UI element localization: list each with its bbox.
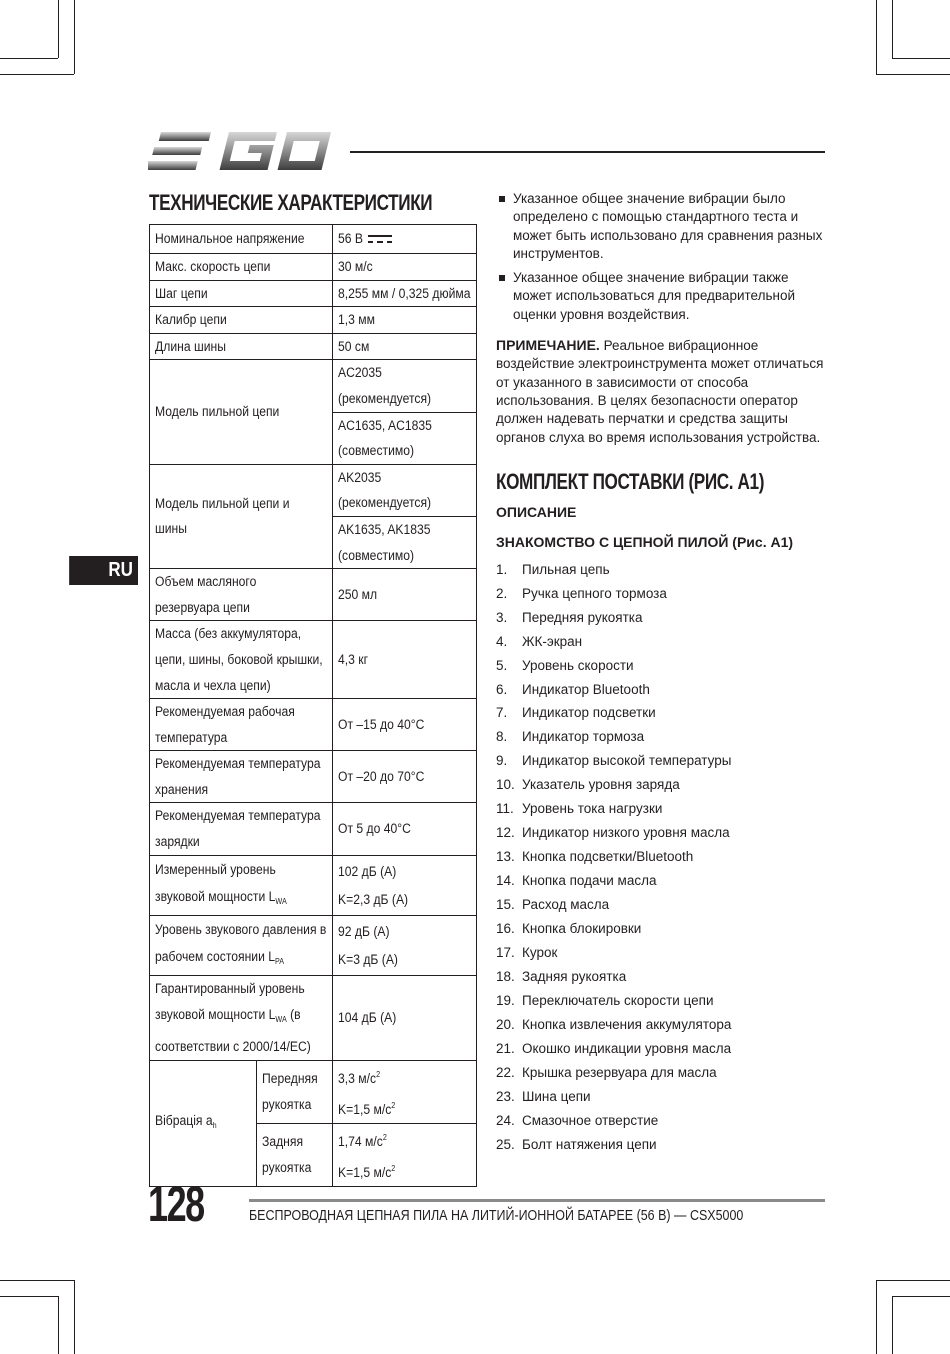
crop-mark bbox=[58, 1296, 59, 1354]
crop-mark bbox=[876, 74, 950, 75]
table-row: AC1635, AC1835 (совместимо) bbox=[150, 412, 477, 464]
dc-symbol-icon bbox=[368, 234, 392, 244]
list-item bbox=[496, 1109, 831, 1133]
list-item-number: 12. bbox=[496, 825, 515, 841]
list-item-label: Индикатор Bluetooth bbox=[522, 681, 650, 697]
crop-mark bbox=[892, 0, 893, 58]
list-item-label: ЖК-экран bbox=[522, 633, 583, 649]
table-row: AK1635, AK1835 (совместимо) bbox=[150, 516, 477, 568]
table-row: Масса (без аккумулятора, цепи, шины, боковой крышки, масла и чехла цепи) 4,3 кг bbox=[150, 621, 477, 699]
list-item bbox=[496, 941, 831, 965]
crop-mark bbox=[876, 1280, 950, 1281]
list-item-label: Кнопка извлечения аккумулятора bbox=[522, 1016, 732, 1032]
table-row: Объем масляного резервуара цепи 250 мл bbox=[150, 569, 477, 621]
table-row: Модель пильной цепи AC2035 (рекомендуется) bbox=[150, 360, 477, 412]
list-item-number: 16. bbox=[496, 921, 515, 937]
list-item-label: Переключатель скорости цепи bbox=[522, 992, 714, 1008]
list-item-label: Задняя рукоятка bbox=[522, 968, 627, 984]
list-item bbox=[496, 845, 831, 869]
list-item bbox=[496, 1013, 831, 1037]
list-item bbox=[496, 821, 831, 845]
crop-mark bbox=[0, 1280, 74, 1281]
list-item-number: 2. bbox=[496, 585, 508, 601]
list-item bbox=[496, 965, 831, 989]
list-item-label: Окошко индикации уровня масла bbox=[522, 1040, 732, 1056]
footer-rule bbox=[249, 1199, 825, 1202]
list-item bbox=[496, 893, 831, 917]
bullet-square-icon bbox=[499, 196, 505, 202]
list-item-number: 13. bbox=[496, 849, 515, 865]
list-item-label: Курок bbox=[522, 945, 558, 960]
note-paragraph: ПРИМЕЧАНИЕ. Реальное вибрационное воздействие электроинструмента может отличаться от указанного в зависимости от способа использования. В целях безопасности оператор должен надевать перчатки и средства защиты органов слуха во время использования устройства. bbox=[496, 337, 824, 445]
table-row: Макс. скорость цепи 30 м/с bbox=[150, 254, 477, 281]
list-item-label: Расход масла bbox=[522, 897, 610, 913]
table-row: Рекомендуемая рабочая температура От –15 до 40°C bbox=[150, 699, 477, 751]
crop-mark bbox=[74, 1280, 75, 1354]
list-item bbox=[496, 701, 831, 725]
table-row: Гарантированный уровень звуковой мощности $L_{WA}$ (в соответствии с 2000/14/EC) 104 дБ (A) bbox=[150, 975, 477, 1061]
list-item bbox=[496, 630, 831, 654]
crop-mark bbox=[58, 0, 59, 58]
list-item-number: 7. bbox=[496, 705, 508, 721]
list-item-number: 4. bbox=[496, 633, 508, 649]
list-item-number: 3. bbox=[496, 609, 508, 625]
list-item-number: 17. bbox=[496, 945, 515, 960]
description-label: ОПИСАНИЕ bbox=[496, 504, 577, 521]
list-item bbox=[496, 582, 831, 606]
table-row: Номинальное напряжение 56 В bbox=[150, 225, 477, 254]
list-item-number: 9. bbox=[496, 753, 508, 769]
list-item bbox=[496, 749, 831, 773]
list-item-label: Шина цепи bbox=[522, 1088, 591, 1104]
list-item bbox=[496, 797, 831, 821]
list-item-number: 5. bbox=[496, 657, 508, 673]
list-item bbox=[496, 773, 831, 797]
list-item bbox=[496, 678, 831, 702]
table-row: Измеренный уровень звуковой мощности $L_{WA}$ 102 дБ (A) K=2,3 дБ (A) bbox=[150, 855, 477, 915]
ego-logo bbox=[148, 128, 333, 174]
list-item-label: Ручка цепного тормоза bbox=[522, 585, 667, 601]
list-item-number: 22. bbox=[496, 1064, 515, 1080]
list-item bbox=[496, 1133, 831, 1157]
crop-mark bbox=[892, 58, 950, 59]
list-item-number: 8. bbox=[496, 729, 508, 745]
language-tab: RU bbox=[69, 556, 138, 585]
table-row: Задняя рукоятка 1,74 $м/с^2$ K=1,5 $м/с^2$ bbox=[150, 1124, 477, 1187]
list-item-number: 18. bbox=[496, 968, 515, 984]
intro-label: ЗНАКОМСТВО С ЦЕПНОЙ ПИЛОЙ (Рис. A1) bbox=[496, 534, 794, 551]
page-number: 128 bbox=[148, 1176, 204, 1232]
list-item-label: Пильная цепь bbox=[522, 561, 610, 577]
list-item bbox=[496, 1037, 831, 1061]
list-item-number: 20. bbox=[496, 1016, 515, 1032]
table-row: Вібрація $a_h$ Передняя рукоятка 3,3 $м/с^2$ K=1,5 $м/с^2$ bbox=[150, 1061, 477, 1124]
crop-mark bbox=[0, 1296, 58, 1297]
list-item bbox=[496, 1085, 831, 1109]
crop-mark bbox=[892, 1296, 950, 1297]
list-item-number: 25. bbox=[496, 1136, 515, 1152]
list-item bbox=[496, 989, 831, 1013]
list-item bbox=[496, 1061, 831, 1085]
list-item: Указанное общее значение вибрации было определено с помощью стандартного теста и может быть использовано для сравнения разных инструментов. bbox=[496, 190, 831, 263]
table-row: Длина шины 50 см bbox=[150, 333, 477, 360]
list-item-number: 23. bbox=[496, 1088, 515, 1104]
list-item-number: 14. bbox=[496, 873, 515, 889]
tech-specs-title: ТЕХНИЧЕСКИЕ ХАРАКТЕРИСТИКИ bbox=[149, 190, 433, 215]
list-item-label: Крышка резервуара для масла bbox=[522, 1064, 717, 1080]
list-item-label: Уровень тока нагрузки bbox=[522, 801, 663, 817]
list-item-number: 24. bbox=[496, 1112, 515, 1128]
crop-mark bbox=[0, 58, 58, 59]
list-item-label: Болт натяжения цепи bbox=[522, 1136, 657, 1152]
list-item-label: Передняя рукоятка bbox=[522, 609, 643, 625]
crop-mark bbox=[876, 0, 877, 74]
right-column bbox=[496, 190, 831, 1157]
parts-list bbox=[496, 558, 831, 1157]
crop-mark bbox=[74, 0, 75, 74]
crop-mark bbox=[0, 74, 74, 75]
table-row: Шаг цепи 8,255 мм / 0,325 дюйма bbox=[150, 280, 477, 307]
crop-mark bbox=[876, 1280, 877, 1354]
list-item bbox=[496, 606, 831, 630]
list-item-number: 6. bbox=[496, 681, 508, 697]
list-item bbox=[496, 654, 831, 678]
list-item-number: 10. bbox=[496, 777, 515, 793]
list-item-label: Индикатор подсветки bbox=[522, 705, 656, 721]
list-item-number: 15. bbox=[496, 897, 515, 913]
list-item-label: Индикатор тормоза bbox=[522, 729, 645, 745]
table-row: Модель пильной цепи и шины AK2035 (рекомендуется) bbox=[150, 464, 477, 516]
list-item bbox=[496, 558, 831, 582]
list-item-label: Индикатор низкого уровня масла bbox=[522, 825, 730, 841]
list-item-label: Уровень скорости bbox=[522, 657, 634, 673]
list-item bbox=[496, 869, 831, 893]
table-row: Уровень звукового давления в рабочем состоянии $L_{PA}$ 92 дБ (A) K=3 дБ (A) bbox=[150, 915, 477, 975]
list-item bbox=[496, 917, 831, 941]
list-item-label: Кнопка подачи масла bbox=[522, 873, 657, 889]
list-item: Указанное общее значение вибрации также может использоваться для предварительной оценки уровня воздействия. bbox=[496, 269, 831, 324]
footer-title: БЕСПРОВОДНАЯ ЦЕПНАЯ ПИЛА НА ЛИТИЙ-ИОННОЙ БАТАРЕЕ (56 В) — CSX5000 bbox=[249, 1208, 744, 1224]
list-item-number: 19. bbox=[496, 992, 515, 1008]
spec-table bbox=[149, 224, 477, 1187]
list-item-number: 21. bbox=[496, 1040, 515, 1056]
table-row: Рекомендуемая температура зарядки От 5 до 40°C bbox=[150, 803, 477, 855]
bullet-square-icon bbox=[499, 275, 505, 281]
table-row: Рекомендуемая температура хранения От –20 до 70°C bbox=[150, 751, 477, 803]
table-row: Калибр цепи 1,3 мм bbox=[150, 307, 477, 334]
list-item bbox=[496, 725, 831, 749]
crop-mark bbox=[892, 1296, 893, 1354]
list-item-label: Индикатор высокой температуры bbox=[522, 753, 732, 769]
header-rule bbox=[350, 151, 825, 153]
kit-title: КОМПЛЕКТ ПОСТАВКИ (РИС. A1) bbox=[496, 468, 765, 494]
list-item-number: 11. bbox=[496, 801, 514, 817]
list-item-number: 1. bbox=[496, 561, 508, 577]
list-item-label: Кнопка блокировки bbox=[522, 921, 642, 937]
list-item-label: Смазочное отверстие bbox=[522, 1112, 659, 1128]
list-item-label: Указатель уровня заряда bbox=[522, 777, 680, 793]
list-item-label: Кнопка подсветки/Bluetooth bbox=[522, 849, 694, 865]
